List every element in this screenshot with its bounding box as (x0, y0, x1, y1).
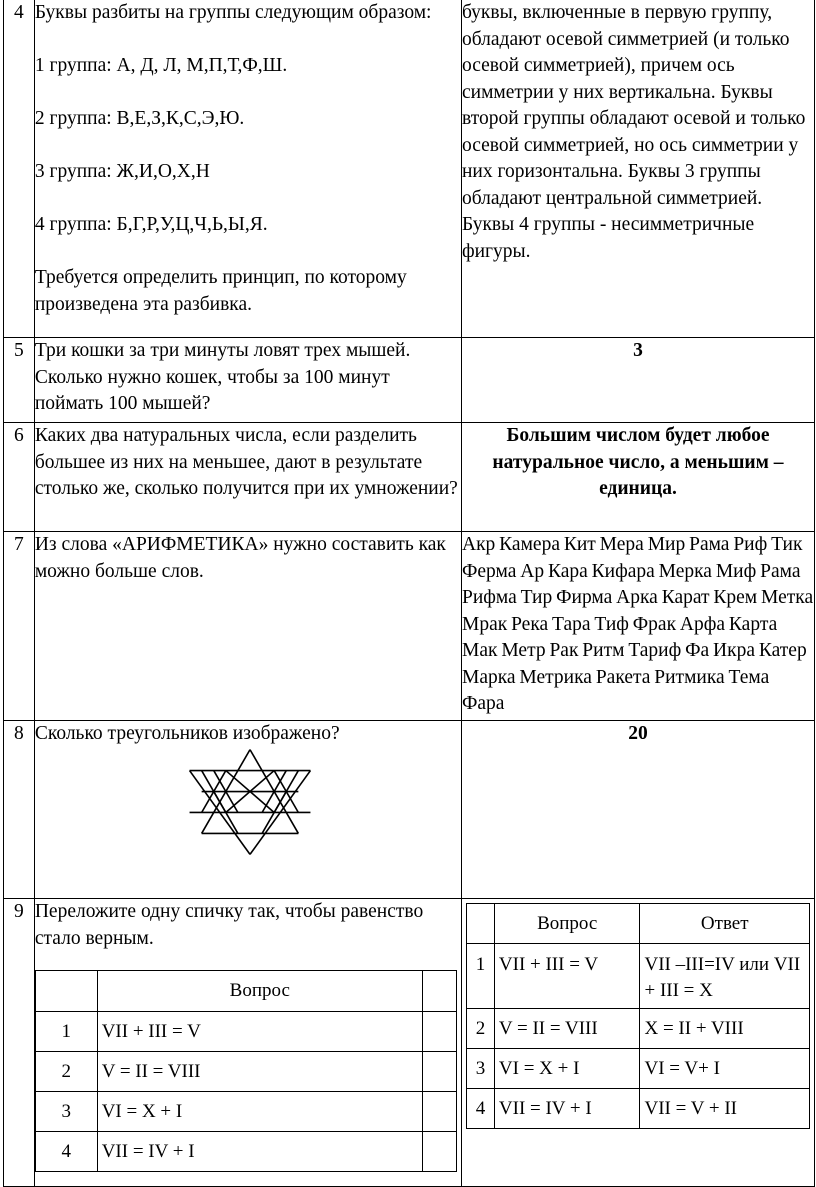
row-number: 3 (466, 1049, 494, 1089)
equation: VII = IV + I (97, 1132, 422, 1172)
question-text: Переложите одну спичку так, чтобы равенство стало верным. (34, 901, 424, 949)
task-row-8 (4, 721, 815, 899)
solution: VII = V + II (640, 1089, 810, 1129)
task-number: 8 (4, 721, 35, 899)
equation: VII + III = V (494, 944, 640, 1009)
task-answer: Акр Камера Кит Мера Мир Рама Риф Тик Ферма Ар Кара Кифара Мерка Миф Рама Рифма Тир Фирма Арка Карат Крем Метка Мрак Река Тара Тиф Фрак Арфа Карта Мак Метр Рак Ритм Тариф Фа Икра Катер Марка Метрика Ракета Ритмика Тема Фара (461, 532, 814, 721)
task-answer: 3 (461, 338, 814, 423)
task-row-9 (4, 899, 815, 1187)
task-question (34, 0, 461, 338)
task-row-5 (4, 338, 815, 423)
header-answer: Ответ (640, 904, 810, 944)
row-number: 2 (466, 1009, 494, 1049)
question-text: Сколько треугольников изображено? (34, 723, 340, 744)
question-line: 1 группа: А, Д, Л, М,П,Т,Ф,Ш. (34, 55, 288, 76)
triangles-figure (35, 748, 461, 858)
task-row-6 (4, 423, 815, 532)
task-number: 6 (4, 423, 35, 532)
task-answer (461, 899, 814, 1187)
row-number: 4 (466, 1089, 494, 1129)
equation: VI = X + I (97, 1092, 422, 1132)
task-answer: буквы, включенные в первую группу, обладают осевой симметрией (и только осевой симметрией), причем ось симметрии у них вертикальна. Буквы второй группы обладают осевой и только осевой симметрией, но ось симметрии у них горизонтальна. Буквы 3 группы обладают центральной симметрией. Буквы 4 группы - несимметричные фигуры. (461, 0, 814, 338)
row-number: 1 (35, 1012, 97, 1052)
task-question (34, 721, 461, 899)
question-table (35, 970, 457, 1172)
task-number: 5 (4, 338, 35, 423)
task-question (34, 899, 461, 1187)
row-number: 1 (466, 944, 494, 1009)
task-answer: Большим числом будет любое натуральное число, а меньшим – единица. (461, 423, 814, 532)
task-answer: 20 (461, 721, 814, 899)
task-row-4 (4, 0, 815, 338)
row-number: 3 (35, 1092, 97, 1132)
question-line: 2 группа: В,Е,З,К,С,Э,Ю. (34, 108, 245, 129)
solution: VI = V+ I (640, 1049, 810, 1089)
star-of-triangles-drawing (175, 748, 325, 856)
question-line: 3 группа: Ж,И,О,Х,Н (34, 161, 210, 182)
solution: X = II + VIII (640, 1009, 810, 1049)
task-number: 9 (4, 899, 35, 1187)
task-question: Каких два натуральных числа, если разделить большее из них на меньшее, дают в результате столько же, сколько получится при их умножении? (34, 423, 461, 532)
question-line: Буквы разбиты на группы следующим образом: (34, 2, 432, 23)
task-row-7 (4, 532, 815, 721)
equation: VII + III = V (97, 1012, 422, 1052)
equation: V = II = VIII (494, 1009, 640, 1049)
equation: VI = X + I (494, 1049, 640, 1089)
answer-table (466, 903, 810, 1129)
equation: V = II = VIII (97, 1052, 422, 1092)
question-line: 4 группа: Б,Г,Р,У,Ц,Ч,Ь,Ы,Я. (34, 214, 268, 235)
header-question: Вопрос (97, 971, 422, 1012)
question-line: Требуется определить принцип, по которому произведена эта разбивка. (34, 267, 407, 315)
equation: VII = IV + I (494, 1089, 640, 1129)
row-number: 4 (35, 1132, 97, 1172)
solution: VII –III=IV или VII + III = X (640, 944, 810, 1009)
task-number: 7 (4, 532, 35, 721)
task-number: 4 (4, 0, 35, 338)
row-number: 2 (35, 1052, 97, 1092)
tasks-table (3, 0, 815, 1187)
task-question: Три кошки за три минуты ловят трех мышей. Сколько нужно кошек, чтобы за 100 минут поймать 100 мышей? (34, 338, 461, 423)
task-question: Из слова «АРИФМЕТИКА» нужно составить как можно больше слов. (34, 532, 461, 721)
header-question: Вопрос (494, 904, 640, 944)
